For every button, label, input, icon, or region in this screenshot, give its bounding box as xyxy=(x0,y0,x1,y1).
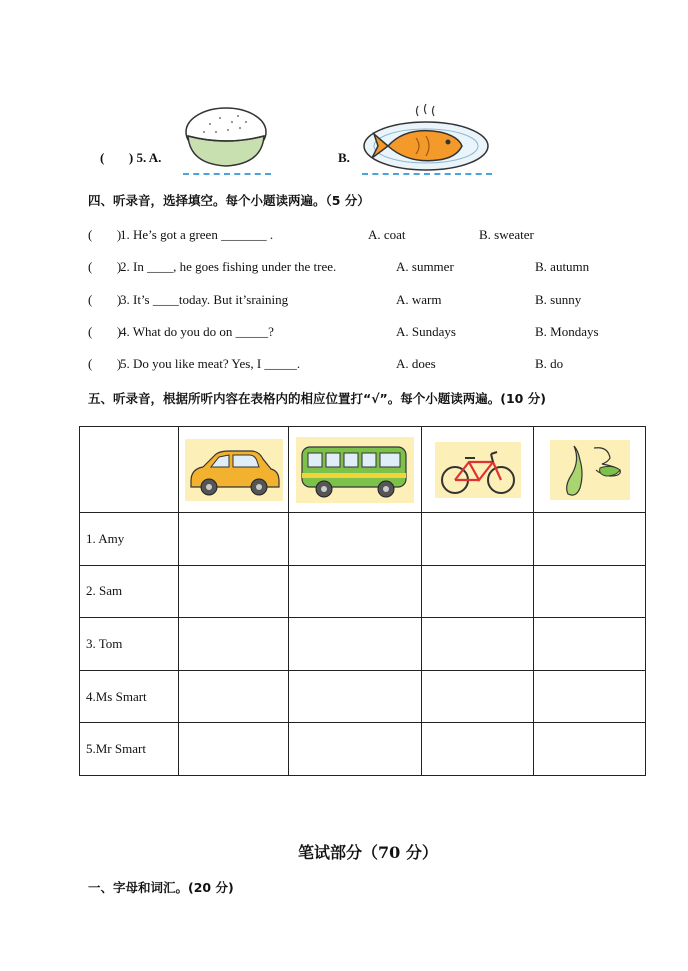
answer-cell[interactable] xyxy=(289,565,422,618)
option-b: B. sweater xyxy=(479,227,534,242)
table-header-row xyxy=(80,427,646,513)
answer-paren-close: ) xyxy=(116,227,122,242)
answer-cell[interactable] xyxy=(179,513,289,566)
row-name: 2. Sam xyxy=(80,565,179,618)
row-name: 3. Tom xyxy=(80,618,179,671)
answer-paren-open: ( xyxy=(88,259,93,274)
answer-cell[interactable] xyxy=(422,670,534,723)
question-text: 3. It’s ____today. But it’sraining xyxy=(120,292,289,307)
answer-cell[interactable] xyxy=(534,723,646,776)
answer-cell[interactable] xyxy=(179,618,289,671)
written-part-heading: 笔试部分（70 分） xyxy=(298,843,438,862)
q5-row xyxy=(100,150,161,166)
table-header-cell xyxy=(422,427,534,513)
option-b: B. Mondays xyxy=(535,324,599,339)
table-row xyxy=(80,513,646,566)
list-item xyxy=(88,259,121,275)
answer-cell[interactable] xyxy=(179,670,289,723)
answer-cell[interactable] xyxy=(422,618,534,671)
row-name: 5.Mr Smart xyxy=(80,723,179,776)
option-b-label: B. xyxy=(338,150,350,165)
table-row xyxy=(80,618,646,671)
table-row xyxy=(80,723,646,776)
answer-paren-open: ( xyxy=(88,324,93,339)
answer-cell[interactable] xyxy=(534,565,646,618)
answer-cell[interactable] xyxy=(289,723,422,776)
answer-paren-open: ( xyxy=(88,356,93,371)
section-1-title: 一、字母和词汇。(20 分) xyxy=(88,880,234,895)
answer-paren-close: ) xyxy=(116,356,122,371)
bicycle-icon xyxy=(435,442,521,498)
table-header-cell xyxy=(534,427,646,513)
picture-b-underline xyxy=(362,173,492,175)
answer-paren-open: ( xyxy=(88,292,93,307)
option-a: A. does xyxy=(396,356,436,371)
answer-cell[interactable] xyxy=(179,565,289,618)
list-item xyxy=(88,324,121,340)
answer-cell[interactable] xyxy=(422,723,534,776)
answer-paren-open: ( xyxy=(100,150,105,165)
option-b: B. do xyxy=(535,356,564,371)
question-text: 5. Do you like meat? Yes, I _____. xyxy=(120,356,301,371)
answer-cell[interactable] xyxy=(179,723,289,776)
question-text: 4. What do you do on _____? xyxy=(120,324,274,339)
table-header-cell xyxy=(289,427,422,513)
option-a: A. warm xyxy=(396,292,442,307)
answer-paren-close: ) xyxy=(116,324,122,339)
answer-paren-close: ) xyxy=(116,259,122,274)
answer-table xyxy=(79,426,646,776)
option-a: A. coat xyxy=(368,227,406,242)
answer-paren-close: ) xyxy=(128,150,134,165)
walking-shoes-icon xyxy=(550,440,630,500)
rice-bowl-icon[interactable] xyxy=(180,102,272,172)
answer-cell[interactable] xyxy=(289,618,422,671)
answer-cell[interactable] xyxy=(422,565,534,618)
option-b: B. sunny xyxy=(535,292,582,307)
fish-plate-icon[interactable] xyxy=(360,100,492,174)
section-5-title: 五、听录音，根据所听内容在表格内的相应位置打“√”。每个小题读两遍。(10 分) xyxy=(88,391,546,406)
table-corner-cell xyxy=(80,427,179,513)
list-item xyxy=(88,292,121,308)
bus-icon xyxy=(296,437,414,503)
answer-paren-close: ) xyxy=(116,292,122,307)
option-a: A. summer xyxy=(396,259,454,274)
row-name: 1. Amy xyxy=(80,513,179,566)
answer-paren-open: ( xyxy=(88,227,93,242)
row-name: 4.Ms Smart xyxy=(80,670,179,723)
list-item xyxy=(88,356,121,372)
question-text: 2. In ____, he goes fishing under the tree. xyxy=(120,259,337,274)
answer-cell[interactable] xyxy=(289,513,422,566)
car-icon xyxy=(185,439,283,501)
answer-cell[interactable] xyxy=(289,670,422,723)
table-header-cell xyxy=(179,427,289,513)
option-b: B. autumn xyxy=(535,259,590,274)
question-text: 5. A. xyxy=(136,150,162,165)
answer-cell[interactable] xyxy=(534,618,646,671)
answer-cell[interactable] xyxy=(422,513,534,566)
question-text: 1. He’s got a green _______ . xyxy=(120,227,274,242)
table-row xyxy=(80,670,646,723)
option-a: A. Sundays xyxy=(396,324,456,339)
section-4-title: 四、听录音，选择填空。每个小题读两遍。（5 分） xyxy=(88,193,370,208)
picture-a-underline xyxy=(183,173,271,175)
answer-cell[interactable] xyxy=(534,670,646,723)
list-item xyxy=(88,227,121,243)
table-row xyxy=(80,565,646,618)
answer-cell[interactable] xyxy=(534,513,646,566)
